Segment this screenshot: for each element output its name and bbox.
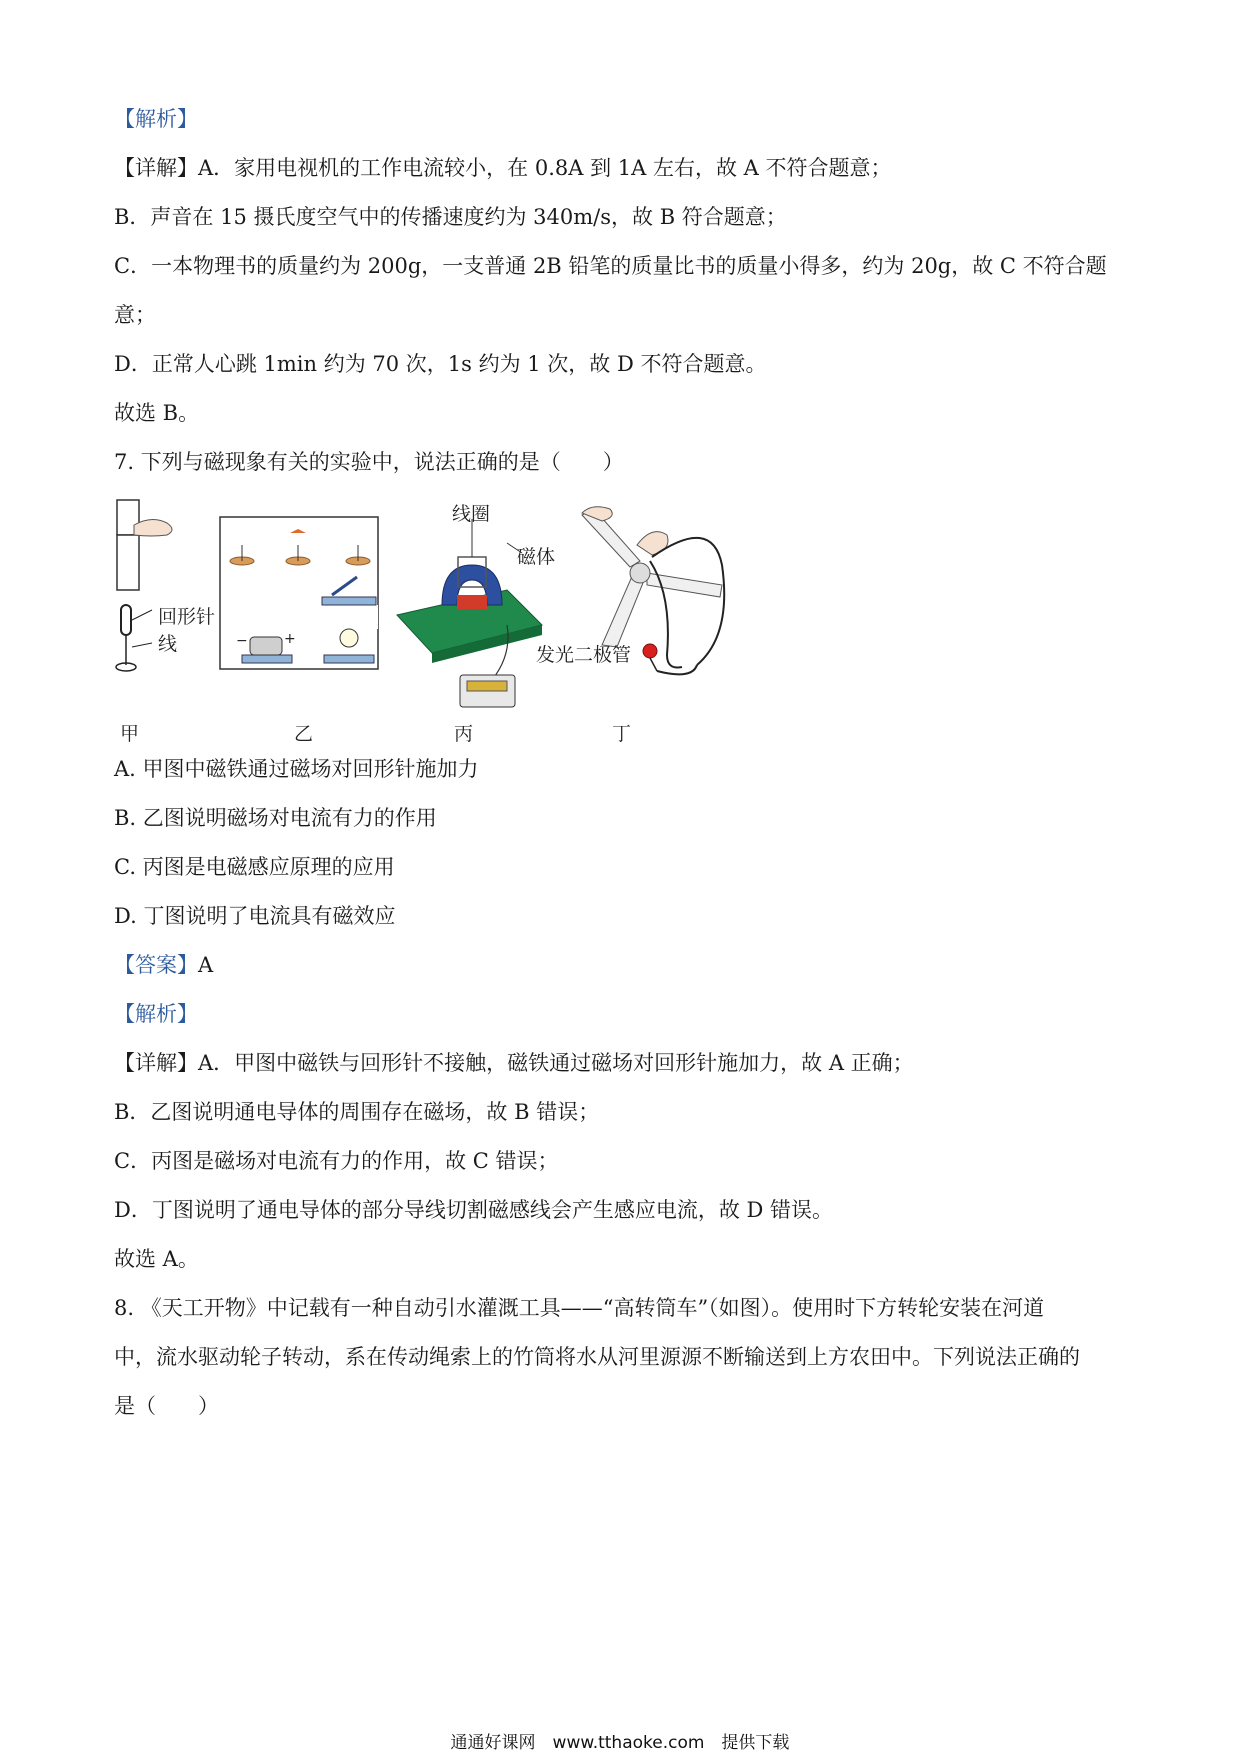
sublabel-ding: 丁	[612, 723, 632, 745]
svg-text:+: +	[284, 631, 296, 647]
magnet-bottom-half	[117, 535, 139, 590]
answer-line: 【答案】A	[114, 953, 214, 977]
bulb-icon	[340, 629, 358, 647]
lamp-base	[324, 655, 374, 663]
switch-handle	[332, 577, 357, 595]
battery-base	[242, 655, 292, 663]
battery-icon	[250, 637, 282, 655]
fan-blade	[582, 509, 640, 567]
label-thread: 线	[158, 633, 178, 655]
page-footer[interactable]: 通通好课网 www.tthaoke.com 提供下载	[450, 1733, 790, 1753]
detail-line-a: 【详解】A．家用电视机的工作电流较小，在 0.8A 到 1A 左右，故 A 不符合题意；	[114, 156, 892, 180]
option-b: B. 乙图说明磁场对电流有力的作用	[114, 806, 437, 830]
conclusion-line-2: 故选 A。	[114, 1247, 199, 1271]
question-7: 7. 下列与磁现象有关的实验中，说法正确的是（ ）	[114, 450, 624, 474]
hand-icon	[637, 532, 668, 555]
sublabel-bing: 丙	[454, 723, 474, 745]
detail-line-c: C．一本物理书的质量约为 200g，一支普通 2B 铅笔的质量比书的质量小得多，约为 20g，故 C 不符合题	[114, 254, 1107, 278]
option-a: A. 甲图中磁铁通过磁场对回形针施加力	[114, 757, 479, 781]
led-icon	[643, 644, 657, 658]
label-led: 发光二极管	[536, 644, 632, 666]
question-8-cont: 中，流水驱动轮子转动，系在传动绳索上的竹筒将水从河里源源不断输送到上方农田中。下列说法正确的	[114, 1345, 1080, 1369]
label-paperclip: 回形针	[158, 606, 216, 628]
detail-line-c-2: C．丙图是磁场对电流有力的作用，故 C 错误；	[114, 1149, 559, 1173]
wire-loop	[652, 538, 724, 665]
detail-line-b: B．声音在 15 摄氏度空气中的传播速度约为 340m/s，故 B 符合题意；	[114, 205, 787, 229]
fan-hub-icon	[630, 563, 650, 583]
option-c: C. 丙图是电磁感应原理的应用	[114, 855, 395, 879]
sublabel-yi: 乙	[294, 723, 314, 745]
label-coil: 线圈	[452, 503, 491, 525]
svg-text:−: −	[236, 633, 248, 649]
question-8-end: 是（ ）	[114, 1394, 219, 1418]
sublabel-jia: 甲	[120, 723, 140, 745]
figure-yi	[220, 517, 378, 669]
detail-line-c-cont: 意；	[114, 303, 156, 327]
section-heading-analysis: 【解析】	[114, 107, 198, 131]
conclusion-line: 故选 B。	[114, 401, 200, 425]
switch-base	[322, 597, 376, 605]
label-magnet: 磁体	[517, 546, 556, 568]
hand-icon	[134, 519, 172, 536]
magnet-pole	[457, 595, 487, 609]
option-d: D. 丁图说明了电流具有磁效应	[114, 904, 396, 928]
detail-line-a-2: 【详解】A．甲图中磁铁与回形针不接触，磁铁通过磁场对回形针施加力，故 A 正确；	[114, 1051, 914, 1075]
section-heading-analysis-2: 【解析】	[114, 1002, 198, 1026]
detail-line-b-2: B．乙图说明通电导体的周围存在磁场，故 B 错误；	[114, 1100, 600, 1124]
question-8: 8. 《天工开物》中记载有一种自动引水灌溉工具——“高转筒车”（如图）。使用时下方转轮安装在河道	[114, 1296, 1045, 1320]
detail-line-d: D．正常人心跳 1min 约为 70 次，1s 约为 1 次，故 D 不符合题意。	[114, 352, 767, 376]
paperclip-icon	[121, 605, 131, 635]
detail-line-d-2: D．丁图说明了通电导体的部分导线切割磁感线会产生感应电流，故 D 错误。	[114, 1198, 834, 1222]
experiment-illustrations	[112, 495, 832, 745]
needle-icon	[290, 529, 306, 533]
question-7-figure	[112, 495, 832, 745]
